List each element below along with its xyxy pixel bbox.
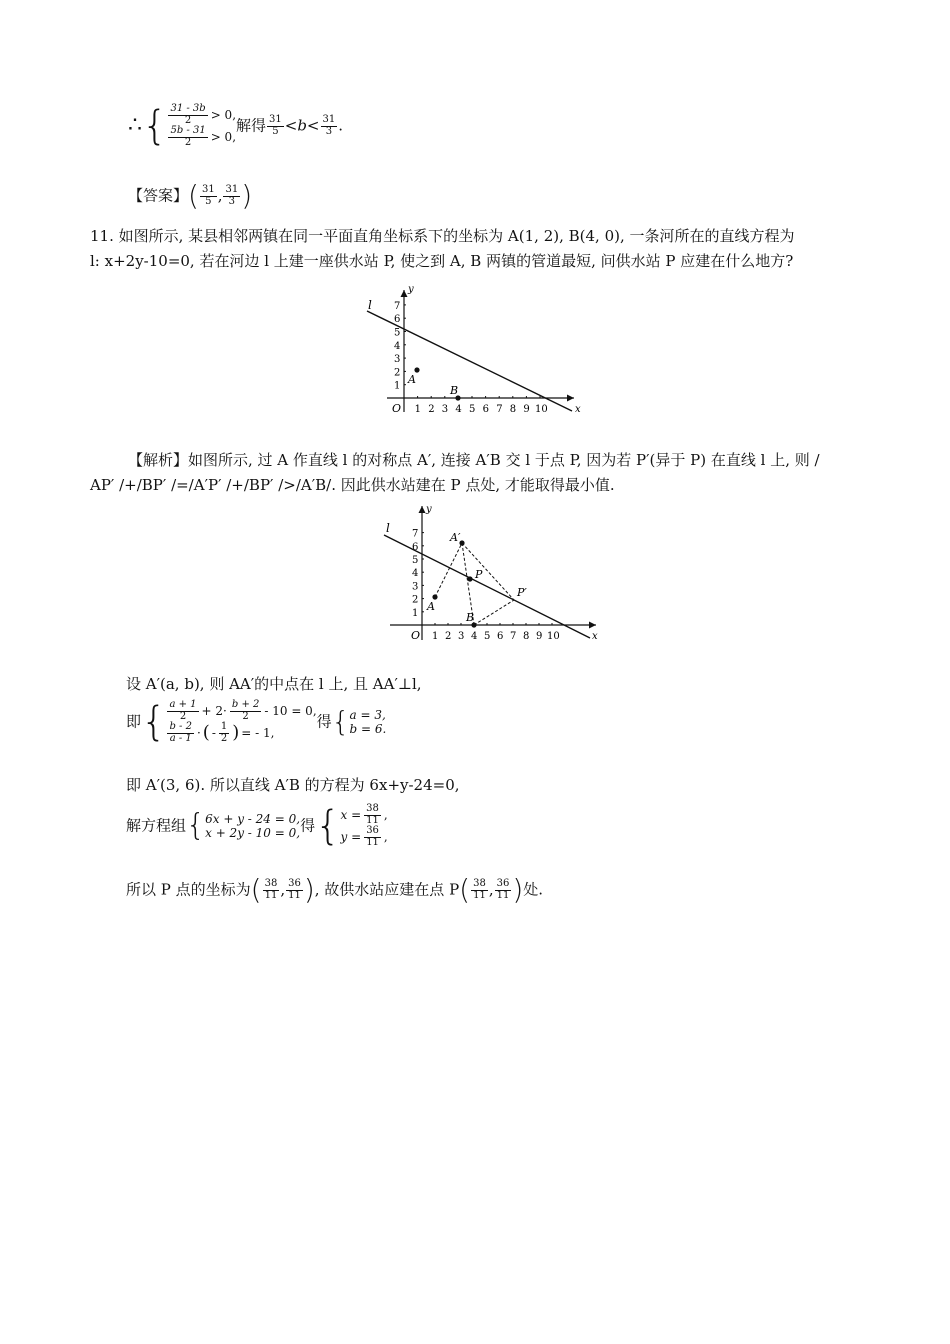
problem-line-2: l: x+2y-10=0, 若在河边 l 上建一座供水站 P, 使之到 A, B 两镇的管道最短, 问供水站 P 应建在什么地方?	[90, 252, 794, 270]
analysis-line-1: 【解析】如图所示, 过 A 作直线 l 的对称点 A′, 连接 A′B 交 l 于点 P, 因为若 P′(异于 P) 在直线 l 上, 则 /	[128, 451, 820, 469]
x-tick-label: 8	[509, 404, 517, 415]
figure-1	[362, 282, 592, 422]
solution-rows: x = $\frac{38}{11}$ , y = $\frac{36}{11}$ ,	[340, 803, 388, 848]
x-tick-label: 3	[441, 404, 449, 415]
line-label: l	[368, 298, 372, 312]
inequality-system: ∴{ $\frac{31 - 3b}{2}$ > 0, $\frac{5b - 31}{2}$ > 0, 解得 $\frac{31}{5}$ <b< $\frac{31}{3}$ .	[128, 103, 344, 149]
y-axis-label: y	[426, 504, 432, 515]
y-tick-label: 2	[412, 594, 419, 606]
equation-row-1: $\frac{a + 1}{2}$ + 2· $\frac{b + 2}{2}$ - 10 = 0,	[169, 699, 317, 722]
x-tick-label: 5	[469, 404, 476, 415]
equation-row-2: $\frac{b - 2}{a - 1}$ · ( - $\frac{1}{2}$ ) = - 1,	[169, 721, 275, 744]
x-tick-label: 9	[523, 404, 530, 415]
segment-aprime-pprime	[462, 543, 514, 600]
problem-line-1: 11. 如图所示, 某县相邻两镇在同一平面直角坐标系下的坐标为 A(1, 2), B(4, 0), 一条河所在的直线方程为	[90, 227, 795, 245]
y-tick-label: 4	[412, 568, 419, 580]
x-axis-label: x	[592, 631, 598, 642]
y-axis-label: y	[408, 284, 414, 295]
inequality-row-2: $\frac{5b - 31}{2}$ > 0,	[170, 125, 237, 148]
point-p-label: P	[475, 568, 483, 581]
segment-b-pprime	[474, 600, 514, 625]
y-tick-label: 1	[412, 607, 419, 619]
therefore-symbol: ∴	[128, 113, 142, 138]
x-axis-label: x	[575, 404, 581, 415]
point-p	[467, 576, 472, 581]
origin-label: O	[411, 629, 421, 642]
x-tick-label: 3	[458, 631, 465, 642]
solve-text: 解得	[236, 116, 267, 135]
final-answer: 所以 P 点的坐标为( $\frac{38}{11}$ , $\frac{36}{11}$ ), 故供水站应建在点 P( $\frac{38}{11}$ , $\frac{36}{11}$ )处.	[126, 873, 544, 906]
upper-bound: $\frac{31}{3}$	[322, 114, 336, 137]
x-tick-label: 7	[496, 404, 503, 415]
point-a-prime-label: A′	[450, 531, 461, 544]
y-tick-label: 3	[412, 581, 419, 593]
solution-set-line: 设 A′(a, b), 则 AA′的中点在 l 上, 且 AA′⊥l,	[126, 675, 422, 693]
x-tick-label: 6	[497, 631, 504, 642]
point-b-label: B	[466, 611, 475, 624]
left-brace: {	[142, 103, 168, 149]
inequality-rows	[167, 104, 236, 148]
lower-bound: $\frac{31}{5}$	[269, 114, 282, 137]
segment-a-aprime	[435, 543, 462, 597]
y-tick-label: 7	[394, 300, 401, 312]
answer-label: 【答案】	[128, 186, 189, 205]
x-tick-label: 10	[535, 404, 548, 415]
y-tick-label: 5	[394, 327, 401, 339]
origin-label: O	[392, 402, 402, 415]
figure-2	[378, 502, 608, 647]
inequality-row-1: $\frac{31 - 3b}{2}$ > 0,	[170, 103, 237, 126]
y-tick-label: 1	[394, 380, 401, 392]
x-tick-label: 1	[432, 631, 439, 642]
x-tick-label: 2	[445, 631, 452, 642]
equation-rows	[166, 700, 316, 744]
point-b-label: B	[450, 384, 459, 397]
x-tick-label: 9	[536, 631, 543, 642]
x-tick-label: 4	[471, 631, 478, 642]
y-tick-label: 4	[394, 340, 401, 352]
line-ab-equation: 即 A′(3, 6). 所以直线 A′B 的方程为 6x+y-24=0,	[126, 776, 460, 794]
y-tick-label: 7	[412, 528, 419, 540]
system-rows: 6x + y - 24 = 0, x + 2y - 10 = 0,	[205, 811, 301, 840]
point-p-prime-label: P′	[517, 586, 527, 599]
y-tick-label: 5	[412, 555, 419, 566]
equation-system-2: 解方程组{ 6x + y - 24 = 0, x + 2y - 10 = 0, 得{ x = $\frac{38}{11}$ , y = $\frac{36}{11}$ ,	[126, 803, 388, 849]
x-tick-label: 4	[455, 404, 462, 415]
point-a-label: A	[427, 600, 435, 613]
x-tick-label: 5	[484, 631, 491, 642]
y-tick-label: 6	[412, 541, 419, 553]
answer-upper: $\frac{31}{3}$	[225, 184, 239, 207]
answer-line: 【答案】( $\frac{31}{5}$ , $\frac{31}{3}$ )	[128, 179, 253, 212]
y-tick-label: 2	[394, 367, 401, 379]
result-rows: a = 3, b = 6.	[349, 707, 387, 736]
x-tick-label: 1	[414, 404, 421, 415]
y-tick-label: 3	[394, 354, 401, 366]
point-a	[432, 594, 437, 599]
x-tick-label: 2	[428, 404, 435, 415]
analysis-line-2: AP′ /+/BP′ /=/A′P′ /+/BP′ />/A′B/. 因此供水站建在 P 点处, 才能取得最小值.	[90, 476, 615, 494]
y-tick-label: 6	[394, 314, 401, 326]
line-label: l	[386, 521, 390, 535]
x-tick-label: 7	[510, 631, 517, 642]
equation-system-1: 即{ $\frac{a + 1}{2}$ + 2· $\frac{b + 2}{2}$ - 10 = 0, $\frac{b - 2}{a - 1}$ · ( - $\frac{1}{2}$ ) = - 1, 得{ a = 3, b = 6.	[126, 699, 387, 745]
answer-lower: $\frac{31}{5}$	[201, 184, 215, 207]
point-a	[414, 367, 419, 372]
x-tick-label: 8	[523, 631, 530, 642]
point-a-label: A	[408, 373, 416, 386]
x-tick-label: 10	[547, 631, 560, 642]
x-tick-label: 6	[482, 404, 489, 415]
